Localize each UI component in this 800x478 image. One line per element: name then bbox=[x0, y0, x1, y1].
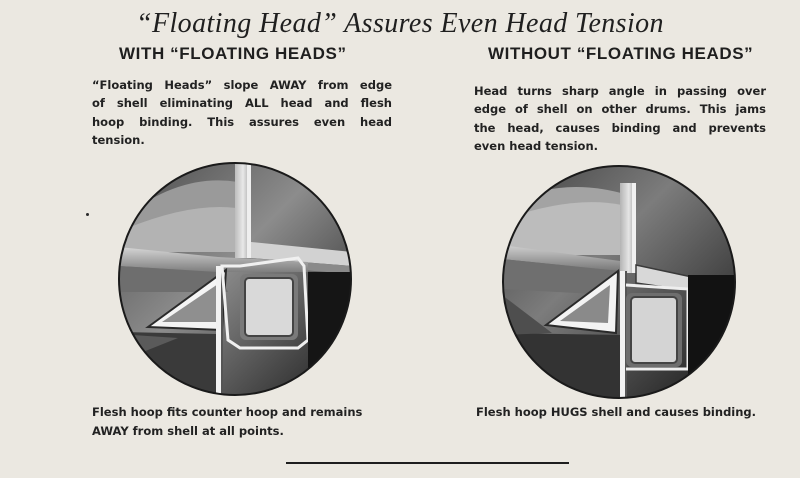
description-line: Head turns sharp angle in passing over bbox=[474, 84, 766, 98]
description-line: even head tension. bbox=[474, 138, 598, 153]
with-floating-heads-caption bbox=[92, 403, 382, 440]
non-floating-head-cross-section-illustration bbox=[502, 165, 736, 399]
without-floating-heads-description bbox=[474, 82, 766, 155]
footer-divider bbox=[286, 462, 569, 464]
without-floating-heads-heading: WITHOUT “FLOATING HEADS” bbox=[488, 44, 754, 63]
description-line: the head, causes binding and prevents bbox=[474, 120, 766, 135]
with-floating-heads-heading: WITH “FLOATING HEADS” bbox=[119, 44, 347, 63]
caption-line: Flesh hoop fits counter hoop and remains bbox=[92, 405, 363, 419]
floating-head-cross-section-illustration bbox=[118, 162, 352, 396]
page-title: “Floating Head” Assures Even Head Tension bbox=[136, 8, 664, 39]
description-line: of shell eliminating ALL head and flesh bbox=[92, 96, 392, 111]
print-speck bbox=[86, 213, 89, 216]
with-floating-heads-description bbox=[92, 76, 392, 149]
description-line: tension. bbox=[92, 132, 145, 147]
caption-line: AWAY from shell at all points. bbox=[92, 423, 284, 438]
description-line: edge of shell on other drums. This jams bbox=[474, 102, 766, 117]
description-line: hoop binding. This assures even head bbox=[92, 114, 392, 129]
without-floating-heads-caption bbox=[476, 403, 776, 422]
caption-line: Flesh hoop HUGS shell and causes binding. bbox=[476, 405, 757, 419]
description-line: “Floating Heads” slope AWAY from edge bbox=[92, 78, 392, 92]
